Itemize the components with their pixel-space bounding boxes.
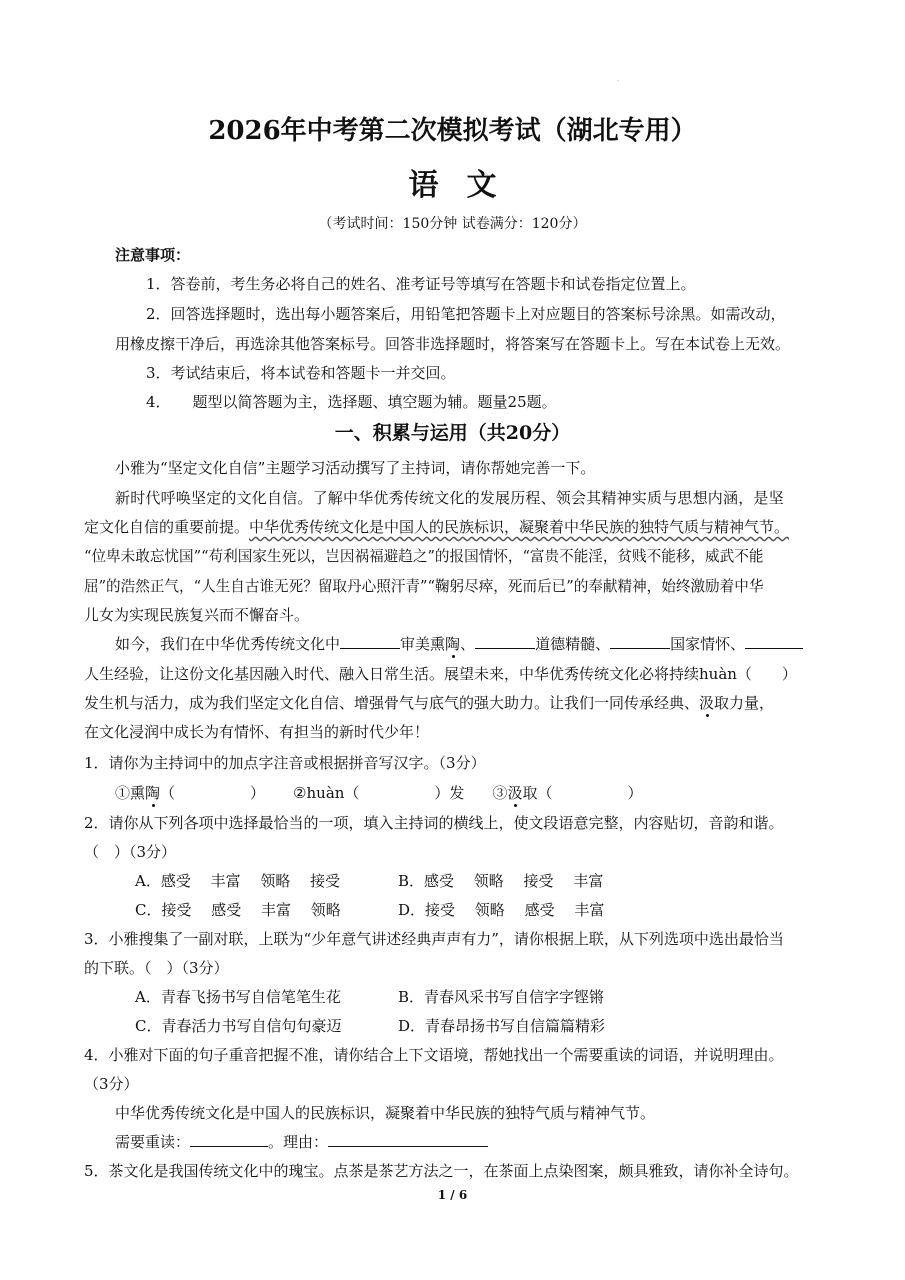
fill-blank-2[interactable] — [475, 634, 535, 649]
question-2-stem: 2．请你从下列各项中选择最恰当的一项，填入主持词的横线上，使文段语意完整，内容贴切，音韵和谐。 — [84, 814, 784, 832]
fill-blank-3[interactable] — [610, 634, 670, 649]
question-4-stem-2: （3分） — [84, 1075, 139, 1093]
dotted-char: 汲 — [507, 784, 523, 802]
question-5-stem: 5．茶文化是我国传统文化中的瑰宝。点茶是茶艺方法之一，在茶面上点染图案，颇具雅致，请你补全诗句。 — [84, 1162, 799, 1180]
passage-line-3: “位卑未敢忘忧国”“苟利国家生死以，岂因祸福避趋之”的报国情怀，“富贵不能淫，贫贱不能移，威武不能 — [84, 548, 764, 565]
question-4-sentence: 中华优秀传统文化是中国人的民族标识，凝聚着中华民族的独特气质与精神气节。 — [115, 1104, 656, 1122]
q3-option-a[interactable]: A．青春飞扬书写自信笔笔生花 — [135, 988, 341, 1006]
exam-title: 2026年中考第二次模拟考试（湖北专用） — [208, 116, 697, 146]
exam-info: （考试时间：150分钟 试卷满分：120分） — [318, 216, 587, 232]
dotted-char: 汲 — [699, 694, 715, 712]
note-4-number: 4． — [146, 393, 171, 411]
passage-text: 、 — [460, 635, 476, 653]
section-1-heading: 一、积累与运用（共20分） — [334, 422, 571, 444]
passage-text: 如今，我们在中华优秀传统文化中 — [115, 635, 341, 653]
note-2a: 2．回答选择题时，选出每小题答案后，用铅笔把答题卡上对应题目的答案标号涂黑。如需改动， — [146, 305, 786, 323]
passage-line-6 — [115, 633, 803, 654]
fill-blank-1[interactable] — [340, 634, 400, 649]
question-3-stem-2: 的下联。（ ）（3分） — [84, 959, 229, 977]
passage-text: 国家情怀、 — [670, 635, 746, 653]
note-4 — [146, 391, 557, 412]
q1-item-b[interactable]: ②huàn（ ）发 — [293, 784, 465, 802]
note-3: 3．考试结束后，将本试卷和答题卡一并交回。 — [146, 364, 456, 382]
passage-line-9: 在文化浸润中成长为有情怀、有担当的新时代少年！ — [84, 723, 430, 741]
question-4-answer-line — [115, 1131, 488, 1152]
note-4-text: 题型以简答题为主，选择题、填空题为辅。题量25题。 — [192, 393, 557, 411]
answer-paren[interactable]: 取（ ） — [522, 784, 643, 802]
question-1-items — [115, 782, 642, 803]
passage-line-5: 儿女为实现民族复兴而不懈奋斗。 — [84, 606, 310, 624]
passage-line-7: 人生经验，让这份文化基因融入时代、融入日常生活。展望未来，中华优秀传统文化必将持续huàn（ ） — [84, 665, 797, 683]
need-stress-label: 需要重读： — [115, 1133, 191, 1151]
q2-option-a[interactable]: A．感受 丰富 领略 接受 — [135, 872, 341, 890]
fill-blank-4[interactable] — [745, 634, 803, 649]
passage-line-1: 新时代呼唤坚定的文化自信。了解中华优秀传统文化的发展历程、领会其精神实质与思想内涵，是坚 — [115, 489, 784, 507]
passage-line-2 — [84, 516, 789, 537]
notes-heading: 注意事项： — [115, 246, 191, 264]
q1-item-a: ①熏 — [115, 784, 146, 802]
note-1: 1．答卷前，考生务必将自己的姓名、准考证号等填写在答题卡和试卷指定位置上。 — [146, 275, 696, 293]
reason-label: 。理由： — [268, 1133, 329, 1151]
passage-line-4: 屈”的浩然正气，“人生自古谁无死？留取丹心照汗青”“鞠躬尽瘁，死而后已”的奉献精神，始终激励着中华 — [84, 578, 764, 595]
question-1-stem: 1．请你为主持词中的加点字注音或根据拼音写汉字。（3分） — [84, 754, 486, 772]
passage-text: 定文化自信的重要前提。 — [84, 518, 250, 536]
q2-option-b[interactable]: B．感受 领略 接受 丰富 — [398, 872, 604, 890]
q3-option-c[interactable]: C．青春活力书写自信句句豪迈 — [135, 1017, 342, 1035]
passage-text: 发生机与活力，成为我们坚定文化自信、增强骨气与底气的强大助力。让我们一同传承经典、 — [84, 694, 700, 712]
q1-item-c: ③ — [492, 784, 508, 802]
subject-title: 语文 — [408, 168, 525, 203]
q3-option-d[interactable]: D．青春昂扬书写自信篇篇精彩 — [398, 1017, 606, 1035]
note-2b: 用橡皮擦干净后，再选涂其他答案标号。回答非选择题时，将答案写在答题卡上。写在本试卷上无效。 — [115, 335, 791, 353]
stress-word-blank[interactable] — [190, 1132, 268, 1147]
q2-option-c[interactable]: C．接受 感受 丰富 领略 — [135, 901, 341, 919]
q2-option-d[interactable]: D．接受 领略 感受 丰富 — [398, 901, 605, 919]
question-2-stem-2: （ ）（3分） — [84, 843, 177, 861]
reason-blank[interactable] — [328, 1132, 488, 1147]
passage-text: 审美熏 — [400, 635, 446, 653]
scan-mark: · — [617, 78, 619, 85]
wavy-underlined-sentence: 中华优秀传统文化是中国人的民族标识，凝聚着中华民族的独特气质与精神气节。 — [249, 518, 790, 536]
answer-paren[interactable]: （ ） — [160, 784, 266, 802]
question-4-stem: 4．小雅对下面的句子重音把握不准，请你结合上下文语境，帮她找出一个需要重读的词语，并说明理由。 — [84, 1046, 784, 1064]
dotted-char: 陶 — [145, 784, 161, 802]
section-intro: 小雅为“坚定文化自信”主题学习活动撰写了主持词，请你帮她完善一下。 — [115, 459, 596, 477]
passage-line-8 — [84, 692, 774, 713]
dotted-char: 陶 — [445, 635, 461, 653]
page-number: 1 / 6 — [437, 1188, 468, 1202]
passage-text: 道德精髓、 — [535, 635, 611, 653]
passage-text: 取力量， — [714, 694, 775, 712]
q3-option-b[interactable]: B．青春风采书写自信字字铿锵 — [398, 988, 605, 1006]
question-3-stem: 3．小雅搜集了一副对联，上联为“少年意气讲述经典声声有力”，请你根据上联，从下列选项中选出最恰当 — [84, 930, 784, 948]
